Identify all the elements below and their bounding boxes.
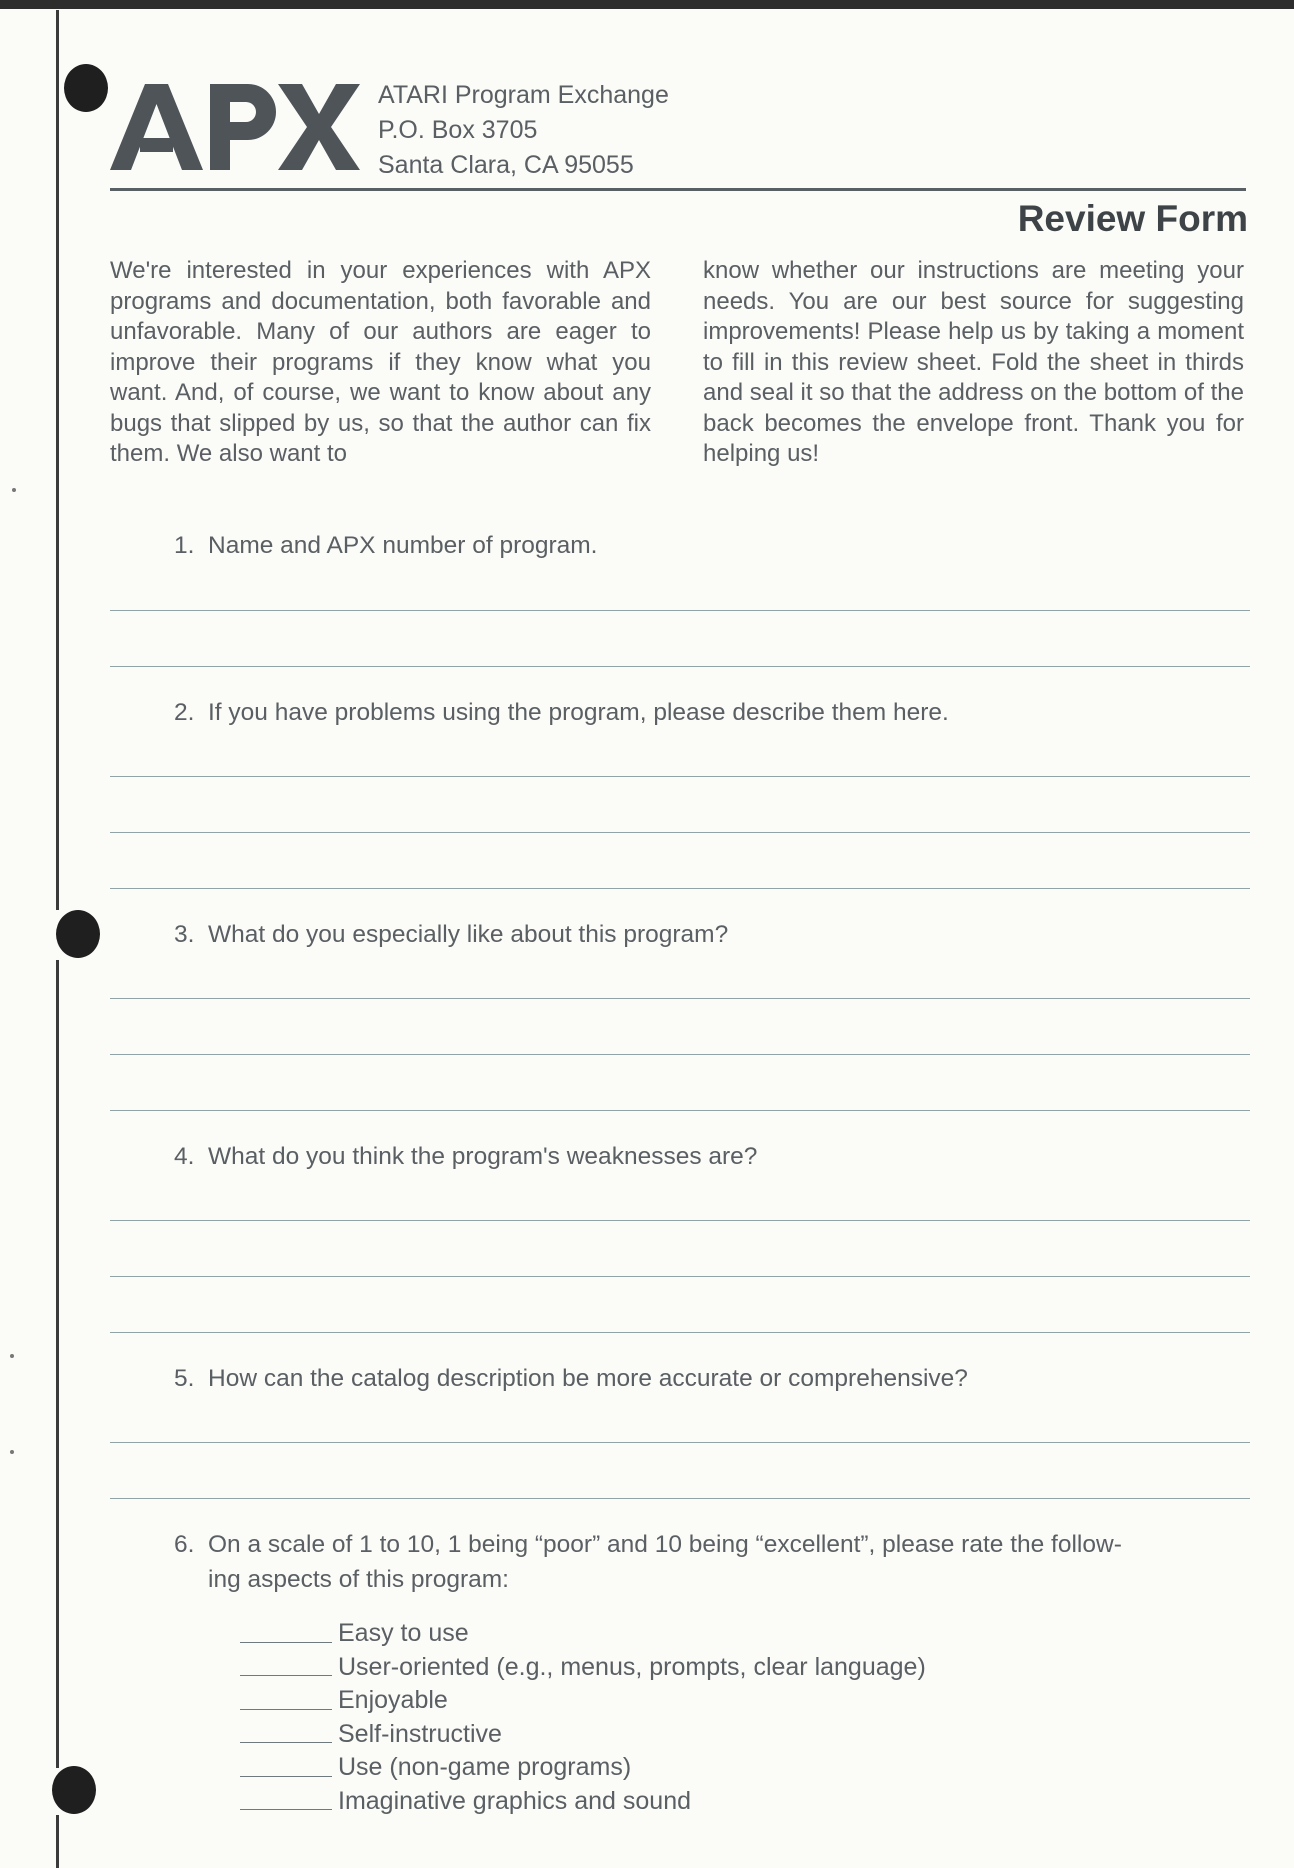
rating-row bbox=[240, 1617, 926, 1651]
question-text: How can the catalog description be more accurate or comprehensive? bbox=[208, 1365, 968, 1392]
perforation-line-middle bbox=[56, 960, 59, 1768]
rating-blank[interactable] bbox=[240, 1709, 332, 1710]
answer-line[interactable] bbox=[110, 888, 1250, 889]
question-text: What do you think the program's weaknesses are? bbox=[208, 1143, 758, 1170]
answer-line[interactable] bbox=[110, 1276, 1250, 1277]
question-3 bbox=[174, 917, 1250, 952]
rating-blank[interactable] bbox=[240, 1742, 332, 1743]
company-address bbox=[378, 78, 669, 183]
address-line: P.O. Box 3705 bbox=[378, 116, 538, 144]
address-line: Santa Clara, CA 95055 bbox=[378, 151, 634, 179]
answer-line[interactable] bbox=[110, 1332, 1250, 1333]
header-rule bbox=[110, 188, 1246, 191]
scan-top-edge bbox=[0, 0, 1294, 9]
question-number: 6. bbox=[174, 1531, 195, 1558]
apx-logo bbox=[110, 80, 360, 172]
rating-row bbox=[240, 1651, 926, 1685]
question-number: 5. bbox=[174, 1365, 195, 1392]
question-number: 3. bbox=[174, 921, 195, 948]
rating-row bbox=[240, 1684, 926, 1718]
binder-hole-bottom bbox=[52, 1766, 96, 1814]
answer-line[interactable] bbox=[110, 1220, 1250, 1221]
answer-line[interactable] bbox=[110, 832, 1250, 833]
answer-line[interactable] bbox=[110, 1110, 1250, 1111]
question-4 bbox=[174, 1139, 1250, 1174]
rating-label: Enjoyable bbox=[338, 1686, 448, 1714]
rating-blank[interactable] bbox=[240, 1675, 332, 1676]
rating-label: Use (non-game programs) bbox=[338, 1753, 632, 1781]
answer-line[interactable] bbox=[110, 998, 1250, 999]
rating-row bbox=[240, 1751, 926, 1785]
rating-label: Easy to use bbox=[338, 1619, 469, 1647]
scan-speck bbox=[12, 488, 16, 492]
scan-speck bbox=[10, 1450, 14, 1454]
rating-blank[interactable] bbox=[240, 1809, 332, 1810]
question-text: If you have problems using the program, please describe them here. bbox=[208, 699, 949, 726]
perforation-line-lower bbox=[56, 1815, 59, 1868]
rating-label: Imaginative graphics and sound bbox=[338, 1786, 692, 1815]
address-line: ATARI Program Exchange bbox=[378, 81, 669, 109]
question-text: Name and APX number of program. bbox=[208, 532, 598, 559]
page-title: Review Form bbox=[1017, 198, 1248, 239]
question-2 bbox=[174, 695, 1250, 730]
intro-paragraph-right: know whether our instructions are meeting your needs. You are our best source for suggesting improvements! Please help us by taking a moment to fill in this review sheet. Fold the sheet in thirds and seal it so that the address on the bottom of the back becomes the envelope front. Thank you for helping us! bbox=[703, 257, 1244, 467]
question-text: On a scale of 1 to 10, 1 being “poor” and 10 being “excellent”, please rate the follow- bbox=[208, 1531, 1122, 1558]
question-number: 4. bbox=[174, 1143, 195, 1170]
perforation-line-upper bbox=[56, 10, 59, 910]
rating-row bbox=[240, 1718, 926, 1752]
answer-line[interactable] bbox=[110, 666, 1250, 667]
rating-row bbox=[240, 1785, 926, 1819]
rating-label: User-oriented (e.g., menus, prompts, clear language) bbox=[338, 1652, 926, 1681]
question-number: 2. bbox=[174, 699, 195, 726]
rating-blank[interactable] bbox=[240, 1776, 332, 1777]
question-6 bbox=[174, 1527, 1250, 1597]
question-text-continued: ing aspects of this program: bbox=[208, 1566, 509, 1593]
binder-hole-middle bbox=[56, 910, 100, 958]
answer-line[interactable] bbox=[110, 1498, 1250, 1499]
binder-hole-top bbox=[64, 64, 108, 112]
question-1 bbox=[174, 528, 1250, 563]
scan-speck bbox=[10, 1354, 14, 1358]
rating-label: Self-instructive bbox=[338, 1719, 502, 1748]
question-text: What do you especially like about this program? bbox=[208, 921, 729, 948]
answer-line[interactable] bbox=[110, 1442, 1250, 1443]
answer-line[interactable] bbox=[110, 776, 1250, 777]
answer-line[interactable] bbox=[110, 1054, 1250, 1055]
rating-list bbox=[240, 1617, 926, 1818]
intro-paragraph-left: We're interested in your experiences with APX programs and documentation, both favorable and unfavorable. Many of our authors are eager to improve their programs if they know what you want. And, of course, we want to know about any bugs that slipped by us, so that the author can fix them. We also want to bbox=[110, 257, 651, 467]
question-5 bbox=[174, 1361, 1250, 1396]
answer-line[interactable] bbox=[110, 610, 1250, 611]
rating-blank[interactable] bbox=[240, 1642, 332, 1643]
question-number: 1. bbox=[174, 532, 195, 559]
